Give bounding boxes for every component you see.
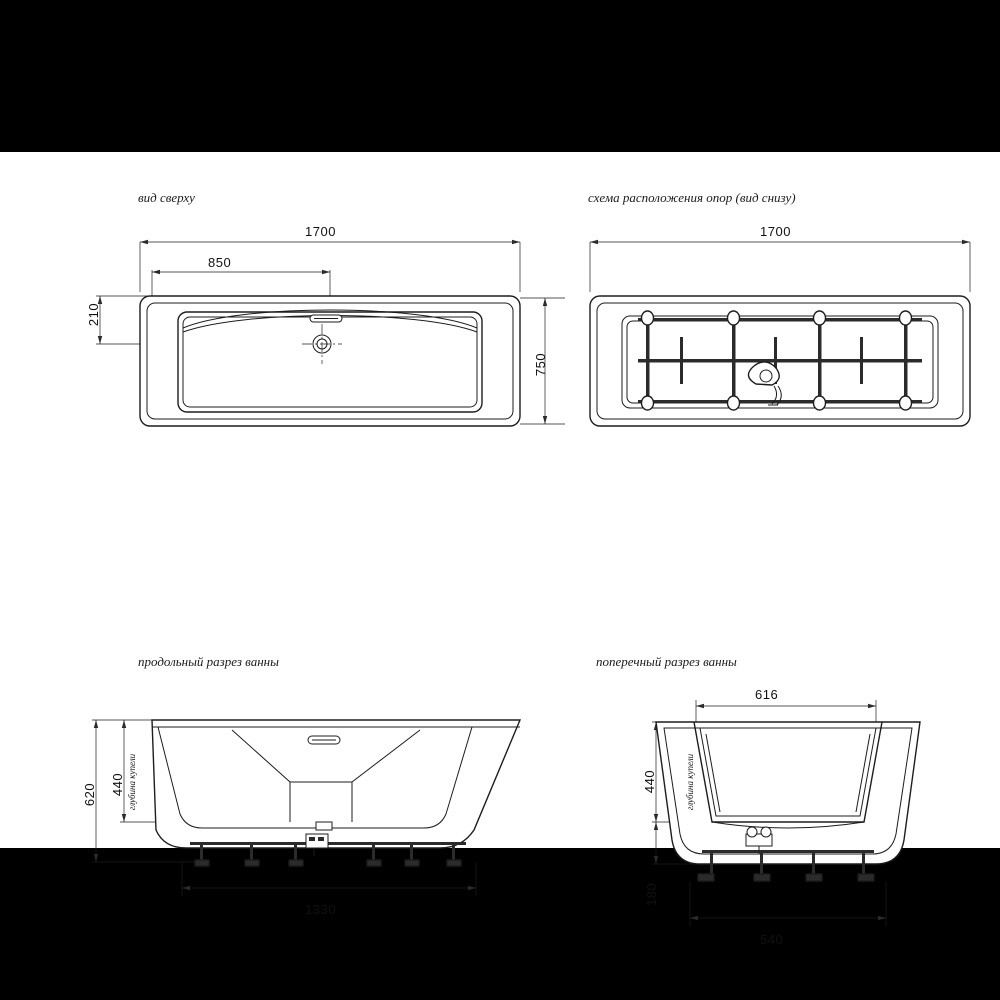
dim-long-foot-span: 1330 xyxy=(305,902,336,917)
dim-cross-top-width: 616 xyxy=(755,687,779,702)
view-top xyxy=(0,152,580,482)
view-cross-section xyxy=(560,482,1000,947)
label-cross-bowl-depth-text: глубина купели xyxy=(685,753,696,811)
view-supports xyxy=(560,152,1000,482)
label-long-bowl-depth-text: глубина купели xyxy=(127,753,138,811)
dim-supports-overall-length: 1700 xyxy=(760,224,791,239)
dim-cross-base-height: 180 xyxy=(644,882,660,907)
dim-top-overall-length: 1700 xyxy=(305,224,336,239)
dim-cross-foot-span: 540 xyxy=(760,932,784,947)
dim-top-half-length: 850 xyxy=(208,255,232,270)
view-longitudinal-section xyxy=(0,482,580,917)
caption-cross-section: поперечный разрез ванны xyxy=(596,654,737,669)
dim-long-bowl-depth: 440 xyxy=(110,772,126,797)
caption-top-view: вид сверху xyxy=(138,190,195,205)
caption-supports-view: схема расположения опор (вид снизу) xyxy=(588,190,796,205)
dim-cross-bowl-depth: 440 xyxy=(642,769,658,794)
caption-longitudinal-section: продольный разрез ванны xyxy=(138,654,279,669)
dim-top-drain-offset: 210 xyxy=(86,302,102,327)
dim-top-overall-width: 750 xyxy=(533,352,549,377)
dim-long-height: 620 xyxy=(82,782,98,807)
drawing-sheet xyxy=(0,152,1000,947)
